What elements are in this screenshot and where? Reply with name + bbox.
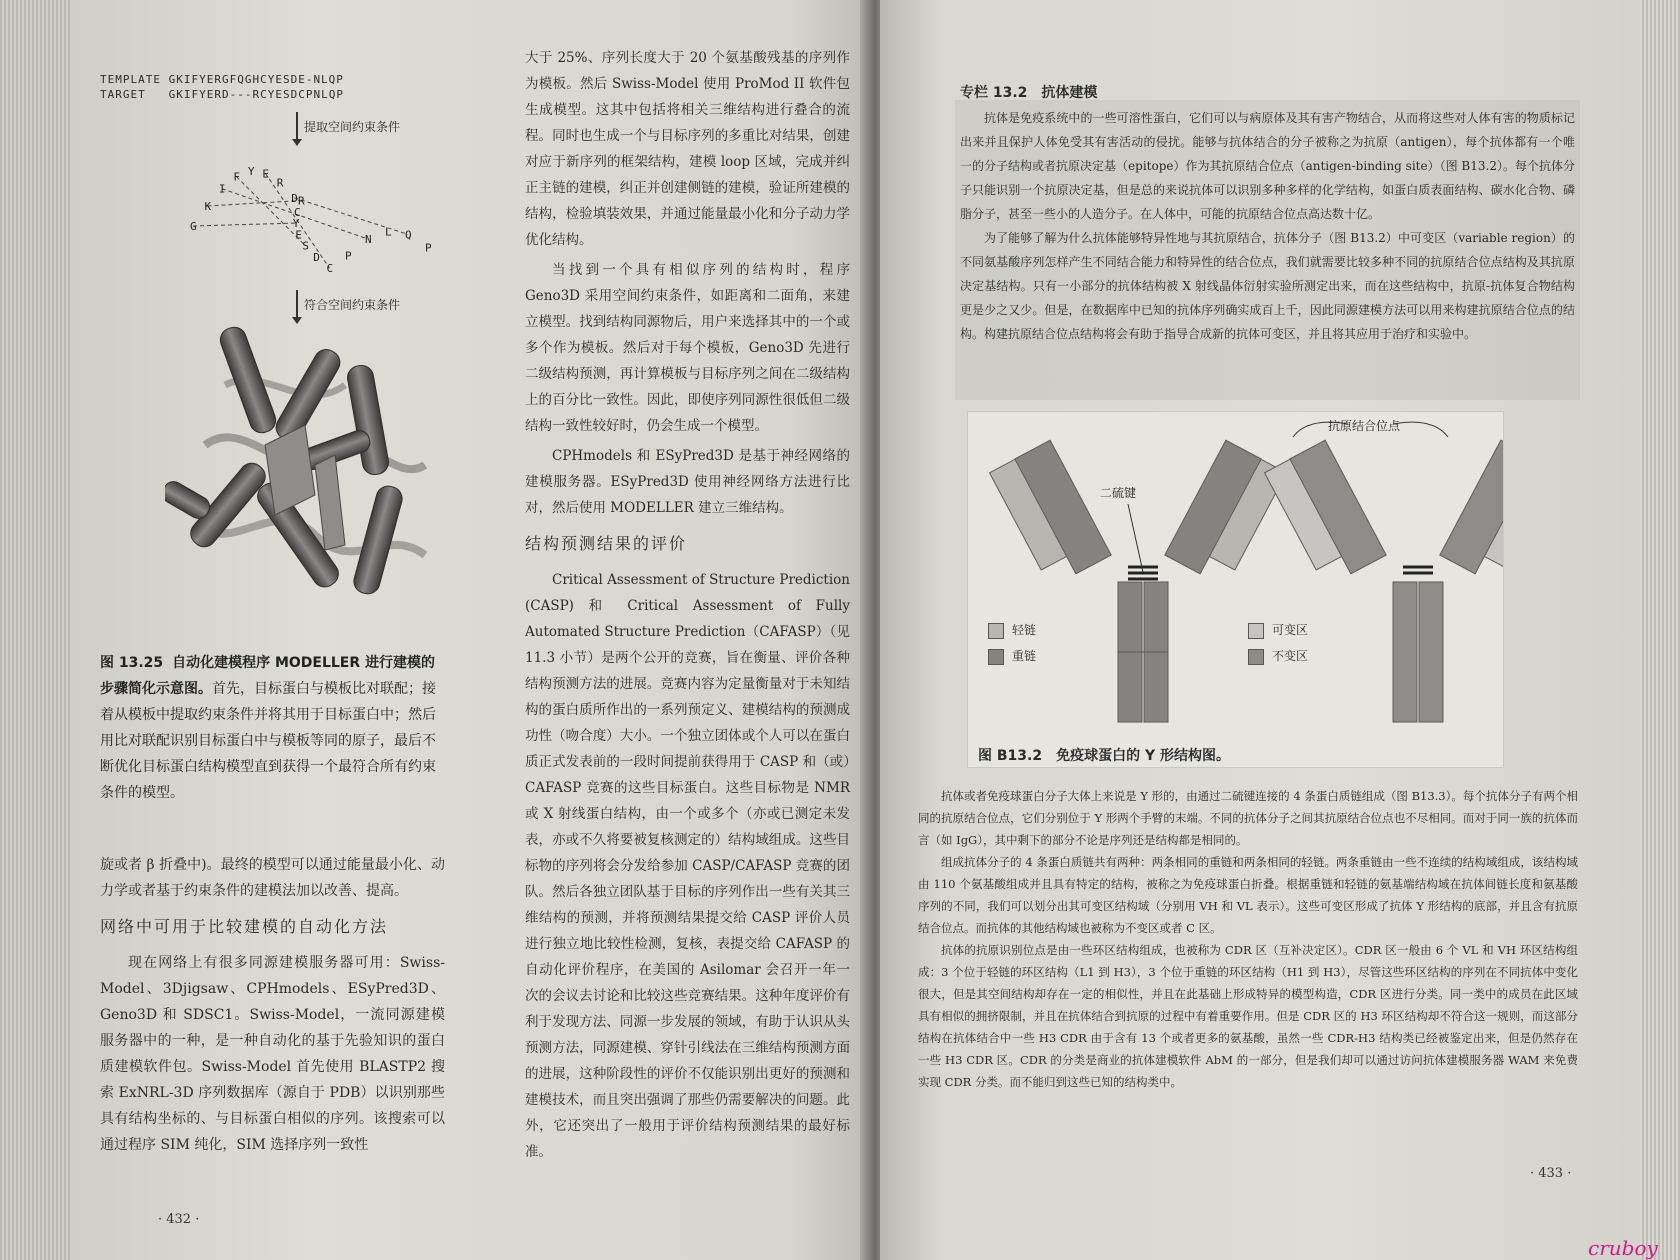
chain-residue: E	[295, 228, 303, 242]
sequence-alignment	[100, 72, 344, 102]
left-column-text	[100, 852, 445, 1162]
target-label: TARGET	[100, 88, 146, 101]
paragraph: 大于 25%、序列长度大于 20 个氨基酸残基的序列作为模板。然后 Swiss-Model 使用 ProMod II 软件包生成模型。这其中包括将相关三维结构进行叠合的流程。同时也生成一个与目标序列的多重比对结果，创建对应于新序列的框架结构，建模 loop 区域，完成并纠正主链的建模，纠正并创建侧链的建模，验证所建模的结构，检验填装效果，并通过能量最小化和分子动力学优化结构。	[525, 50, 850, 248]
figure-13-25-caption	[100, 650, 440, 806]
watermark-text: cruboy	[1588, 1236, 1658, 1260]
legend-item-light-chain: 轻链	[988, 617, 1036, 643]
paragraph: 抗体或者免疫球蛋白分子大体上来说是 Y 形的，由通过二硫键连接的 4 条蛋白质链组成（图 B13.3）。每个抗体分子有两个相同的抗原结合位点，它们分别位于 Y 形两个手臂的末端。不同的抗体分子之间其抗原结合位点也不尽相同。而对于同一族的抗体而言（如 IgG），其中剩下的部分不论是序列还是结构都是相同的。	[918, 789, 1578, 847]
paragraph: 抗体的抗原识别位点是由一些环区结构组成，也被称为 CDR 区（互补决定区）。CDR 区一般由 6 个 VL 和 VH 环区结构组成：3 个位于轻链的环区结构（L1 到 H3），3 个位于重链的环区结构（H1 到 H3），尽管这些环区结构的序列在不同抗体中变化很大，但是其空间结构却存在一定的相似性，并且在此基础上形成特异的模型构造，CDR 区进行分类。同一类中的成员在此区域具有相似的拥挤限制，并且在抗体结合到抗原的过程中有着重要作用。但是 CDR 区的 H3 环区结构却不符合这一规则，而这部分结构在抗体结合中一些 H3 CDR 由于含有 13 个或者更多的氨基酸，虽然一些 CDR-H3 结构类已经被鉴定出来，但是仍然存在一些 H3 CDR 区。CDR 的分类是商业的抗体建模软件 AbM 的一部分，但是我们却可以通过访问抗体建模服务器 WAM 来免费实现 CDR 分类。而不能归到这些已知的结构类中。	[918, 943, 1578, 1089]
antibody-right	[1265, 418, 1503, 722]
chain-residue: R	[276, 176, 284, 190]
chain-residue: Q	[405, 228, 412, 242]
protein-3d-model-illustration	[165, 325, 455, 635]
chain-residue: Y	[247, 165, 255, 179]
chain-residue: N	[365, 233, 372, 246]
paragraph: 抗体是免疫系统中的一些可溶性蛋白，它们可以与病原体及其有害产物结合，从而将这些对人体有害的物质标记出来并且保护人体免受其有害活动的侵扰。能够与抗体结合的分子被称之为抗原（antigen），每个抗体都有一个唯一的分子结构或者抗原决定基（epitope）作为其抗原结合位点（antigen-binding site）（图 B13.2）。每个抗体分子只能识别一个抗原决定基，但是总的来说抗体可以识别多种多样的化学结构，如蛋白质表面结构、碳水化合物、磷脂分子，甚至一些小的人造分子。在人体中，可能的抗原结合位点高达数十亿。	[960, 111, 1575, 221]
page-number-left: · 432 ·	[158, 1212, 200, 1227]
caption-body: 首先，目标蛋白与模板比对联配；接着从模板中提取约束条件并将其用于目标蛋白中；然后用比对联配识别目标蛋白中与模板等同的原子，最后不断优化目标蛋白结构模型直到获得一个最符合所有约束条件的模型。	[100, 681, 436, 801]
swatch-light-chain	[988, 623, 1004, 639]
legend-item-constant: 不变区	[1248, 643, 1308, 669]
paragraph: 组成抗体分子的 4 条蛋白质链共有两种：两条相同的重链和两条相同的轻链。两条重链由一些不连续的结构域组成，该结构域由 110 个氨基酸组成并且具有特定的结构，被称之为免疫球蛋白折叠。根据重链和轻链的氨基端结构域在抗体间链长度和氨基酸序列的不同，我们可以划分出其可变区结构域（分别用 VH 和 VL 表示）。这些可变区形成了抗体 Y 形结构的底部，并且含有抗原结合位点。而抗体的其他结构域也被称为不变区或者 C 区。	[918, 855, 1578, 935]
legend-item-heavy-chain: 重链	[988, 643, 1036, 669]
paragraph: CPHmodels 和 ESyPred3D 是基于神经网络的建模服务器。ESyPred3D 使用神经网络方法进行比对，然后使用 MODELLER 建立三维结构。	[525, 448, 850, 516]
chain-residue: D	[313, 250, 320, 264]
step-extract	[296, 112, 400, 140]
section-heading-evaluation: 结构预测结果的评价	[525, 534, 688, 553]
antibody-left	[990, 440, 1287, 722]
chain-residue: K	[204, 200, 212, 213]
label-disulfide-bond: 二硫键	[1100, 486, 1137, 500]
legend-right	[1248, 617, 1308, 669]
caption-number: 图 13.25	[100, 655, 164, 671]
page-number-right: · 433 ·	[1530, 1166, 1572, 1181]
legend-item-variable: 可变区	[1248, 617, 1308, 643]
constraint-line	[193, 223, 296, 226]
chain-residue: P	[425, 241, 432, 255]
chain-residue: E	[262, 167, 270, 181]
sidebar-box-title: 专栏 13.2 抗体建模	[960, 85, 1098, 101]
paragraph: 旋或者 β 折叠中)。最终的模型可以通过能量最小化、动力学或者基于约束条件的建模法加以改善、提高。	[100, 857, 445, 899]
right-page-body-text	[918, 785, 1578, 1093]
down-arrow-icon	[296, 290, 298, 318]
chain-residue: C	[326, 262, 334, 276]
down-arrow-icon	[296, 112, 298, 140]
right-column-text	[525, 45, 850, 1169]
paragraph: 为了能够了解为什么抗体能够特异性地与其抗原结合，抗体分子（图 B13.2）中可变区（variable region）的不同氨基酸序列怎样产生不同结合能力和特异性的结合位点，我们就需要比较多种不同的抗原结合位点结构及其抗原决定基结构。只有一小部分的抗体结构被 X 射线晶体衍射实验所测定出来，而在这些结构中，抗原-抗体复合物结构更是少之又少。但是，在数据库中已知的抗体序列确实成百上千，因此同源建模方法可以用来构建抗原结合位点的结构。构建抗原结合位点结构将会有助于指导合成新的抗体可变区，并且将其应用于治疗和实验中。	[960, 231, 1575, 341]
step-satisfy	[296, 290, 400, 318]
step-extract-label: 提取空间约束条件	[304, 119, 401, 134]
swatch-variable	[1248, 623, 1264, 639]
swatch-constant	[1248, 649, 1264, 665]
chain-residue: F	[233, 170, 241, 184]
paragraph: Critical Assessment of Structure Prediction (CASP) 和 Critical Assessment of Fully Automated Structure Prediction（CAFASP）（见 11.3 小节）是两个公开的竞赛，旨在衡量、评价各种结构预测方法的进展。竞赛内容为定量衡量对于未知结构的蛋白质所作出的一系列预定义、建模结构的预测成功性（吻合度）大小。一个独立团体或个人可以在蛋白质正式发表前的一段时间提前获得用于 CASP 和（或）CAFASP 竞赛的这些目标蛋白。这些目标物是 NMR 或 X 射线蛋白结构，由一个或多个（亦或已测定未发表，亦或不久将要被复核测定的）结构域组成。这些目标物的序列将会分发给参加 CASP/CAFASP 竞赛的团队。然后各独立团队基于目标的序列作出一些有关其三维结构的预测，并将预测结果提交给 CASP 评价人员进行独立地比较性检测，复核，表提交给 CAFASP 的自动化评价程序，在美国的 Asilomar 会召开一年一次的会议去讨论和比较这些竞赛结果。这种年度评价有利于发现方法、同源一步发展的领域，有助于认识从头预测方法，同源建模、穿针引线法在三维结构预测方面的进展，这种阶段性的评价不仅能识别出更好的预测和建模技术，而且突出强调了那些仍需要解决的问题。此外，它还突出了一般用于评价结构预测结果的最好标准。	[525, 572, 850, 1160]
sidebar-box-text	[960, 106, 1575, 346]
book-edge-right	[1640, 0, 1680, 1260]
paragraph: 现在网络上有很多同源建模服务器可用：Swiss-Model、3Djigsaw、CPHmodels、ESyPred3D、Geno3D 和 SDSC1。Swiss-Model，一流同源建模服务器中的一种，是一种自动化的基于先验知识的蛋白质建模软件包。Swiss-Model 首先使用 BLASTP2 搜索 ExNRL-3D 序列数据库（源自于 PDB）以识别那些具有结构坐标的、与目标蛋白相似的序列。该搜索可以通过程序 SIM 纯化，SIM 选择序列一致性	[100, 955, 445, 1153]
section-heading-automated-methods: 网络中可用于比较建模的自动化方法	[100, 917, 389, 936]
figure-b13-2-caption: 图 B13.2 免疫球蛋白的 Y 形结构图。	[978, 748, 1230, 764]
chain-residue: I	[218, 182, 226, 196]
swatch-heavy-chain	[988, 649, 1004, 665]
template-label: TEMPLATE	[100, 73, 161, 86]
template-sequence: GKIFYERGFQGHCYESDE-NLQP	[168, 73, 344, 86]
book-edge-left	[0, 0, 70, 1260]
target-sequence: GKIFYERD---RCYESDCPNLQP	[168, 88, 344, 101]
legend-left	[988, 617, 1036, 669]
step-satisfy-label: 符合空间约束条件	[304, 297, 401, 312]
chain-residue: G	[190, 220, 197, 233]
chain-residue: D	[291, 191, 298, 205]
chain-residue: P	[345, 249, 352, 263]
caption-title: 自动化建模程序 MODELLER 进行建模的步骤简化示意图。	[100, 655, 436, 697]
constraint-chain-diagram	[180, 160, 440, 290]
label-antigen-binding-site: 抗原结合位点	[1328, 419, 1401, 433]
antibody-y-diagram	[968, 412, 1503, 742]
chain-residue: S	[302, 239, 310, 253]
chain-residue: C	[294, 205, 301, 219]
chain-residue: L	[385, 225, 392, 239]
chain-residue: Y	[292, 217, 300, 231]
antibody-figure-panel	[968, 412, 1503, 767]
paragraph: 当找到一个具有相似序列的结构时，程序 Geno3D 采用空间约束条件，如距离和二面角，来建立模型。找到结构同源物后，用户来选择其中的一个或多个作为模板。然后对于每个模板，Geno3D 先进行二级结构预测，再计算模板与目标序列之间在二级结构上的百分比一致性。因此，即使序列同源性很低但二级结构一致性较好时，仍会生成一个模型。	[525, 262, 850, 434]
chain-residue: R	[298, 194, 305, 208]
